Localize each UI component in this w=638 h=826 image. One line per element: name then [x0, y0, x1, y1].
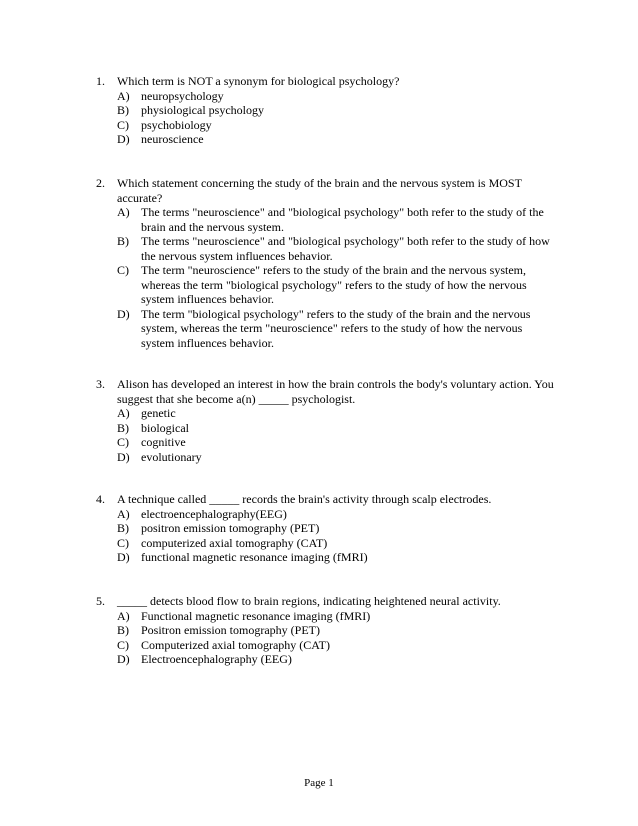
option-a [96, 507, 556, 522]
option-letter: A) [117, 406, 130, 420]
option-c [96, 435, 556, 450]
question-1 [96, 74, 556, 147]
option-d [96, 550, 556, 565]
option-text: physiological psychology [141, 103, 264, 117]
option-letter: C) [117, 263, 129, 277]
question-text: A technique called _____ records the brain's activity through scalp electrodes. [117, 492, 492, 506]
answer-options [96, 406, 556, 464]
option-letter: B) [117, 103, 129, 117]
option-text: The terms "neuroscience" and "biological psychology" both refer to the study of how the nervous system influences behavior. [141, 234, 550, 263]
option-text: neuroscience [141, 132, 204, 146]
option-text: The term "neuroscience" refers to the study of the brain and the nervous system, whereas the term "biological psychology" refers to the study of how the nervous system influences behavior. [141, 263, 527, 306]
answer-options [96, 89, 556, 147]
option-text: genetic [141, 406, 176, 420]
option-c [96, 638, 556, 653]
option-letter: C) [117, 435, 129, 449]
question-number: 1. [96, 74, 105, 88]
option-text: Electroencephalography (EEG) [141, 652, 292, 666]
option-a [96, 205, 556, 234]
option-b [96, 623, 556, 638]
option-letter: C) [117, 637, 129, 652]
question-stem [96, 594, 556, 609]
question-2 [96, 176, 556, 350]
option-text: electroencephalography(EEG) [141, 506, 287, 521]
option-text: evolutionary [141, 449, 202, 464]
option-letter: D) [117, 550, 130, 564]
question-stem [96, 74, 556, 89]
option-text: computerized axial tomography (CAT) [141, 535, 328, 550]
question-number: 2. [96, 176, 105, 190]
option-text: Computerized axial tomography (CAT) [141, 637, 330, 652]
answer-options [96, 609, 556, 667]
question-number: 3. [96, 377, 105, 391]
question-stem [96, 176, 556, 205]
option-a [96, 406, 556, 421]
option-letter: C) [117, 535, 129, 550]
question-text: Which statement concerning the study of the brain and the nervous system is MOST accurate? [117, 176, 522, 205]
question-number: 4. [96, 492, 105, 506]
option-text: neuropsychology [141, 88, 224, 103]
option-letter: C) [117, 117, 129, 132]
option-letter: A) [117, 506, 130, 521]
answer-options [96, 205, 556, 350]
answer-options [96, 507, 556, 565]
option-letter: D) [117, 306, 130, 321]
option-c [96, 536, 556, 551]
question-number: 5. [96, 594, 105, 608]
option-text: Functional magnetic resonance imaging (fMRI) [141, 608, 371, 623]
option-letter: D) [117, 132, 130, 146]
option-a [96, 89, 556, 104]
option-b [96, 234, 556, 263]
option-text: psychobiology [141, 117, 212, 132]
question-text: _____ detects blood flow to brain regions, indicating heightened neural activity. [117, 594, 501, 608]
option-text: Positron emission tomography (PET) [141, 623, 320, 637]
question-text: Which term is NOT a synonym for biological psychology? [117, 74, 400, 88]
question-4 [96, 492, 556, 565]
option-letter: B) [117, 623, 129, 637]
option-letter: B) [117, 234, 129, 248]
option-b [96, 521, 556, 536]
question-5 [96, 594, 556, 667]
option-letter: B) [117, 521, 129, 535]
option-text: functional magnetic resonance imaging (fMRI) [141, 550, 368, 564]
option-text: cognitive [141, 435, 186, 449]
option-b [96, 421, 556, 436]
option-letter: B) [117, 420, 129, 435]
option-b [96, 103, 556, 118]
question-text: Alison has developed an interest in how the brain controls the body's voluntary action. You suggest that she become a(n) _____ psychologist. [117, 377, 554, 406]
page-number: Page 1 [304, 777, 334, 789]
question-stem [96, 377, 556, 406]
option-d [96, 652, 556, 667]
option-text: positron emission tomography (PET) [141, 521, 320, 535]
option-letter: D) [117, 652, 130, 666]
option-d [96, 307, 556, 351]
option-letter: A) [117, 608, 130, 623]
option-d [96, 132, 556, 147]
option-letter: D) [117, 449, 130, 464]
question-stem [96, 492, 556, 507]
option-text: The terms "neuroscience" and "biological psychology" both refer to the study of the brain and the nervous system. [141, 205, 544, 234]
option-letter: A) [117, 205, 130, 219]
option-text: The term "biological psychology" refers to the study of the brain and the nervous system, whereas the term "neuroscience" refers to the study of how the nervous system influences behavior. [141, 306, 531, 350]
option-c [96, 118, 556, 133]
question-3 [96, 377, 556, 464]
option-c [96, 263, 556, 307]
option-a [96, 609, 556, 624]
option-letter: A) [117, 88, 130, 103]
option-d [96, 450, 556, 465]
option-text: biological [141, 420, 189, 435]
